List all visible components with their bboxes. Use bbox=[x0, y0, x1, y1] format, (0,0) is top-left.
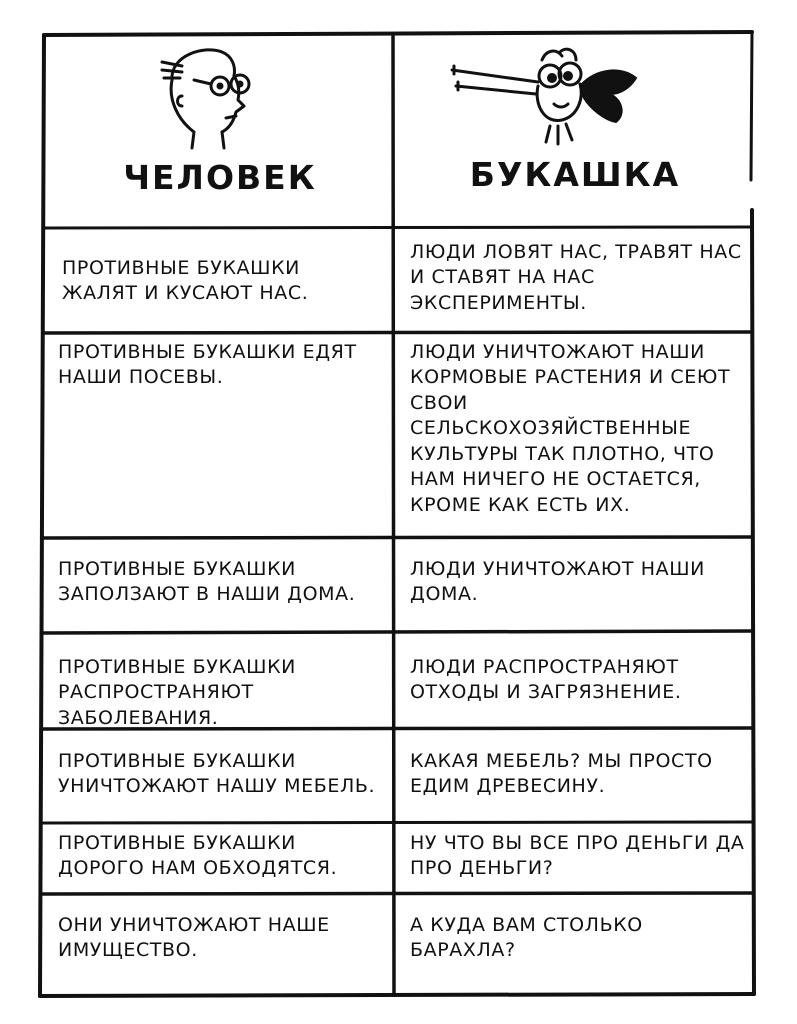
bug-reply-2: ЛЮДИ УНИЧТОЖАЮТ НАШИ КОРМОВЫЕ РАСТЕНИЯ И СЕЮТ СВОИ СЕЛЬСКОХОЗЯЙСТВЕННЫЕ КУЛЬТУРЫ ТАК ПЛОТНО, ЧТО НАМ НИЧЕГО НЕ ОСТАЕТСЯ, КРОМЕ КАК ЕСТЬ ИХ. bbox=[410, 341, 731, 516]
column-header-human: ЧЕЛОВЕК bbox=[123, 158, 317, 197]
human-claim-3: ПРОТИВНЫЕ БУКАШКИ ЗАПОЛЗАЮТ В НАШИ ДОМА. bbox=[58, 558, 356, 606]
bug-reply-4: ЛЮДИ РАСПРОСТРАНЯЮТ ОТХОДЫ И ЗАГРЯЗНЕНИЕ. bbox=[410, 656, 682, 704]
human-claim-2: ПРОТИВНЫЕ БУКАШКИ ЕДЯТ НАШИ ПОСЕВЫ. bbox=[58, 341, 357, 389]
bug-reply-1: ЛЮДИ ЛОВЯТ НАС, ТРАВЯТ НАС И СТАВЯТ НА НАС ЭКСПЕРИМЕНТЫ. bbox=[410, 241, 742, 314]
man-with-glasses-icon bbox=[160, 40, 280, 150]
human-claim-1: ПРОТИВНЫЕ БУКАШКИ ЖАЛЯТ И КУСАЮТ НАС. bbox=[62, 257, 309, 305]
column-header-bug: БУКАШКА bbox=[469, 155, 681, 194]
human-claim-6: ПРОТИВНЫЕ БУКАШКИ ДОРОГО НАМ ОБХОДЯТСЯ. bbox=[58, 832, 338, 880]
bug-icon bbox=[450, 38, 640, 148]
human-claim-7: ОНИ УНИЧТОЖАЮТ НАШЕ ИМУЩЕСТВО. bbox=[58, 914, 330, 962]
human-claim-5: ПРОТИВНЫЕ БУКАШКИ УНИЧТОЖАЮТ НАШУ МЕБЕЛЬ. bbox=[58, 750, 376, 798]
human-claim-4: ПРОТИВНЫЕ БУКАШКИ РАСПРОСТРАНЯЮТ ЗАБОЛЕВАНИЯ. bbox=[58, 656, 296, 729]
bug-reply-5: КАКАЯ МЕБЕЛЬ? МЫ ПРОСТО ЕДИМ ДРЕВЕСИНУ. bbox=[410, 750, 713, 798]
bug-reply-6: НУ ЧТО ВЫ ВСЕ ПРО ДЕНЬГИ ДА ПРО ДЕНЬГИ? bbox=[410, 832, 745, 880]
bug-reply-7: А КУДА ВАМ СТОЛЬКО БАРАХЛА? bbox=[410, 914, 643, 962]
bug-reply-3: ЛЮДИ УНИЧТОЖАЮТ НАШИ ДОМА. bbox=[410, 558, 705, 606]
